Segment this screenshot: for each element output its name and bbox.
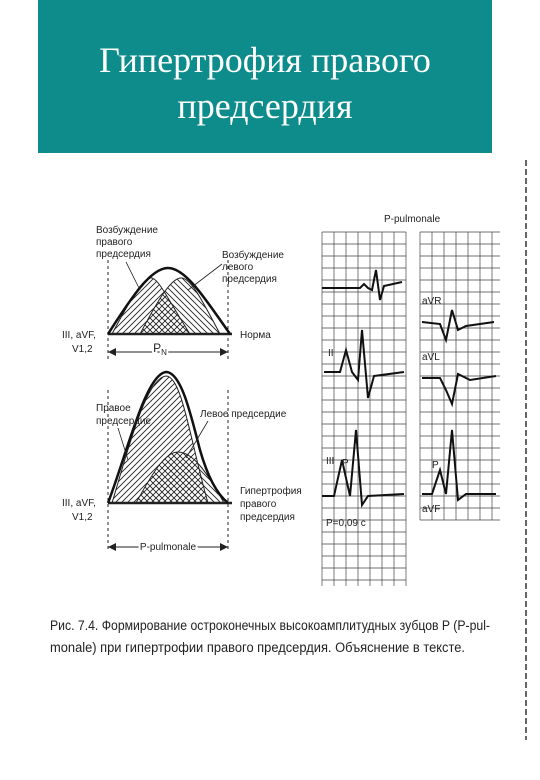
hyp-right-pointer [118, 428, 128, 460]
norm-right-pointer [126, 262, 140, 290]
hyp-leads-label-1: III, aVF, [62, 498, 96, 509]
norm-left-label-3: предсердия [222, 274, 277, 285]
caption-line-1: Рис. 7.4. Формирование остроконечных высокоамплитудных зубцов P (P-pul- [50, 618, 490, 633]
norm-left-label-1: Возбуждение [222, 250, 284, 261]
ecg-lead-avl-label: aVL [422, 352, 440, 363]
hyp-result-label-2: правого [240, 499, 277, 510]
hyp-duration-label: P-pulmonale [139, 542, 197, 553]
hyp-right-label-2: предсердие [96, 416, 152, 427]
ecg-duration-note: P=0,09 с [326, 518, 366, 529]
norm-duration-label: $P_N$ [153, 341, 167, 357]
ecg-lead-avl-trace [422, 374, 496, 404]
norm-leads-label-1: III, aVF, [62, 330, 96, 341]
hyp-result-label-1: Гипертрофия [240, 486, 302, 497]
slide-title-line-2: предсердия [177, 86, 353, 126]
ecg-p-marker-right: P [432, 460, 439, 471]
hyp-result-label-3: предсердия [240, 512, 295, 523]
ecg-p-marker-left: P [342, 458, 349, 469]
ecg-panel [322, 214, 500, 586]
norm-right-label-1: Возбуждение [96, 225, 158, 236]
norm-leads-label-2: V1,2 [72, 344, 93, 355]
norm-right-label-3: предсердия [96, 249, 151, 260]
caption-line-2: monale) при гипертрофии правого предсердия. Объяснение в тексте. [50, 640, 465, 655]
diagram-hypertrophy [62, 372, 302, 553]
hyp-left-label: Левое предсердие [200, 409, 287, 420]
ecg-header: P-pulmonale [384, 214, 441, 225]
diagram-norm [62, 224, 284, 360]
ecg-lead-ii-label: II [328, 348, 334, 359]
norm-left-pointer [188, 264, 222, 290]
hyp-leads-label-2: V1,2 [72, 512, 93, 523]
norm-left-label-2: левого [222, 262, 254, 273]
norm-label: Норма [240, 330, 271, 341]
ecg-lead-avr-label: aVR [422, 296, 442, 307]
norm-right-label-2: правого [96, 237, 133, 248]
hyp-right-label-1: Правое [96, 403, 131, 414]
ecg-lead-iii-label: III [326, 456, 335, 467]
ecg-lead-avf-label: aVF [422, 504, 441, 515]
slide-title-line-1: Гипертрофия правого [99, 40, 431, 80]
ecg-lead-avr-trace [422, 310, 494, 340]
